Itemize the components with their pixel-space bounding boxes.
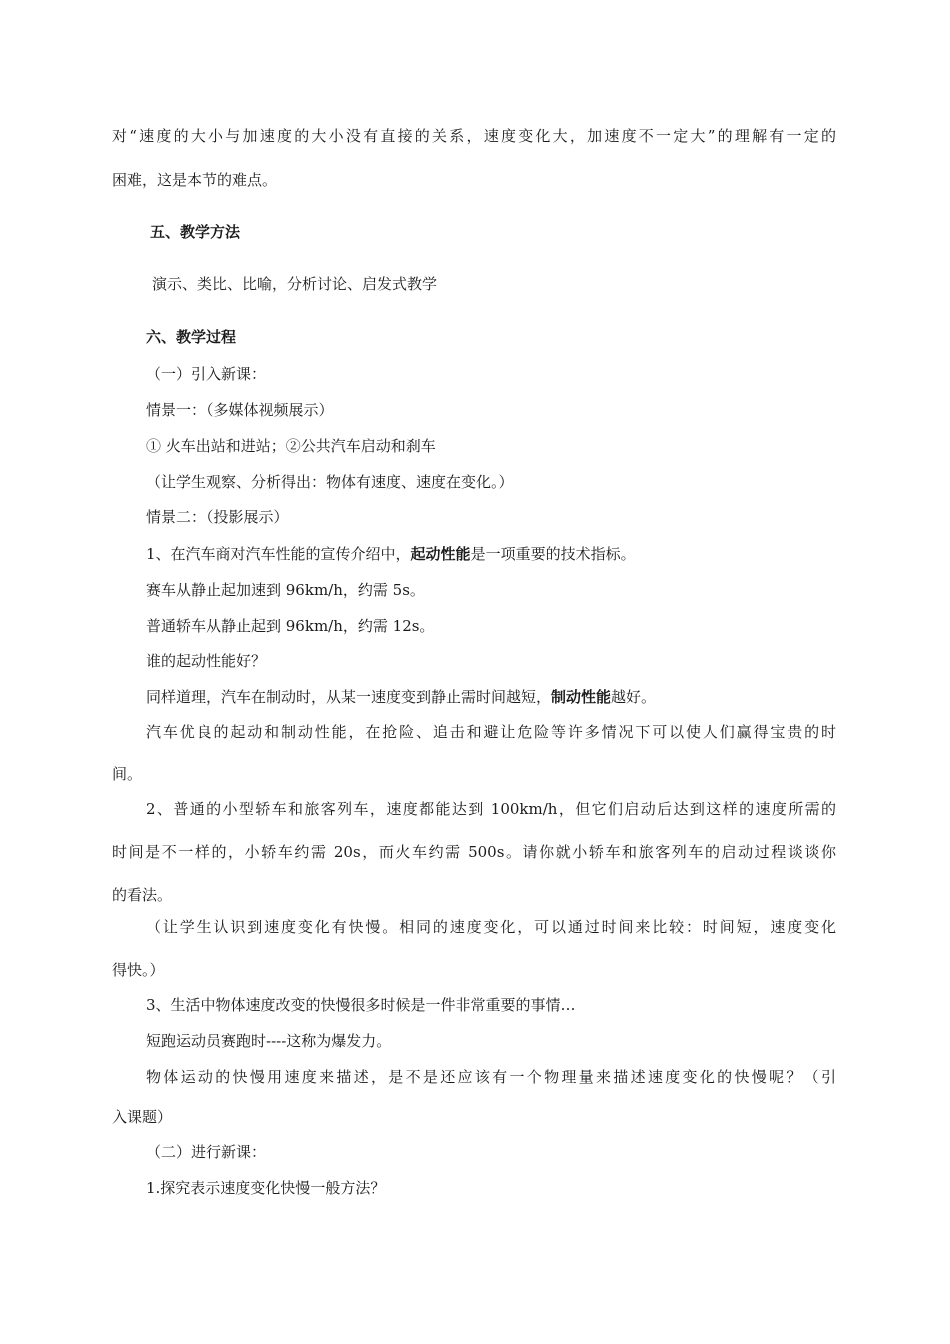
item-3-question-line-1: 物体运动的快慢用速度来描述，是不是还应该有一个物理量来描述速度变化的快慢呢？（引 — [146, 1068, 836, 1086]
item-2-note-line-2: 得快。） — [112, 961, 165, 979]
brake-text-post: 越好。 — [611, 688, 657, 706]
brake-bold-term: 制动性能 — [551, 688, 612, 706]
part-2-heading: （二）进行新课： — [146, 1143, 267, 1161]
scene-1-note: （让学生观察、分析得出：物体有速度、速度在变化。） — [146, 473, 514, 491]
item-1-line — [146, 544, 636, 564]
item-2-line-2: 时间是不一样的，小轿车约需 20s，而火车约需 500s。请你就小轿车和旅客列车的启动过程谈谈你 — [112, 843, 836, 861]
item-2-line-1: 2、普通的小型轿车和旅客列车，速度都能达到 100km/h，但它们启动后达到这样的速度所需的 — [146, 800, 836, 818]
part-2-item-1: 1.探究表示速度变化快慢一般方法？ — [146, 1179, 386, 1197]
section-5-heading: 五、教学方法 — [150, 223, 241, 241]
brake-line — [146, 687, 656, 707]
race-car-line: 赛车从静止起加速到 96km/h，约需 5s。 — [146, 581, 425, 599]
scene-1-items: ① 火车出站和进站；②公共汽车启动和刹车 — [146, 437, 436, 455]
brake-text-pre: 同样道理，汽车在制动时，从某一速度变到静止需时间越短， — [146, 688, 552, 706]
item-2-line-3: 的看法。 — [112, 886, 173, 904]
difficulty-paragraph-line-1: 对“速度的大小与加速度的大小没有直接的关系，速度变化大，加速度不一定大”的理解有一定的 — [112, 127, 836, 145]
summary-line-2: 间。 — [112, 765, 143, 783]
summary-line-1: 汽车优良的起动和制动性能，在抢险、追击和避让危险等许多情况下可以使人们赢得宝贵的时 — [146, 723, 836, 741]
item-1-text-post: 是一项重要的技术指标。 — [470, 545, 636, 563]
item-2-note-line-1: （让学生认识到速度变化有快慢。相同的速度变化，可以通过时间来比较：时间短，速度变化 — [146, 918, 836, 936]
scene-2-label: 情景二：（投影展示） — [146, 508, 289, 526]
sedan-line: 普通轿车从静止起到 96km/h，约需 12s。 — [146, 617, 435, 635]
scene-1-label: 情景一：（多媒体视频展示） — [146, 401, 334, 419]
sprint-line: 短跑运动员赛跑时----这称为爆发力。 — [146, 1032, 392, 1050]
difficulty-paragraph-line-2: 困难，这是本节的难点。 — [112, 171, 278, 189]
section-5-content: 演示、类比、比喻，分析讨论、启发式教学 — [152, 275, 438, 293]
section-6-heading: 六、教学过程 — [146, 328, 237, 346]
item-3-line-1: 3、生活中物体速度改变的快慢很多时候是一件非常重要的事情… — [146, 996, 576, 1014]
item-1-text-pre: 1、在汽车商对汽车性能的宣传介绍中， — [146, 545, 411, 563]
item-1-bold-term: 起动性能 — [410, 545, 471, 563]
item-3-question-line-2: 入课题） — [112, 1108, 173, 1126]
part-1-heading: （一）引入新课： — [146, 365, 267, 383]
start-question: 谁的起动性能好？ — [146, 652, 267, 670]
